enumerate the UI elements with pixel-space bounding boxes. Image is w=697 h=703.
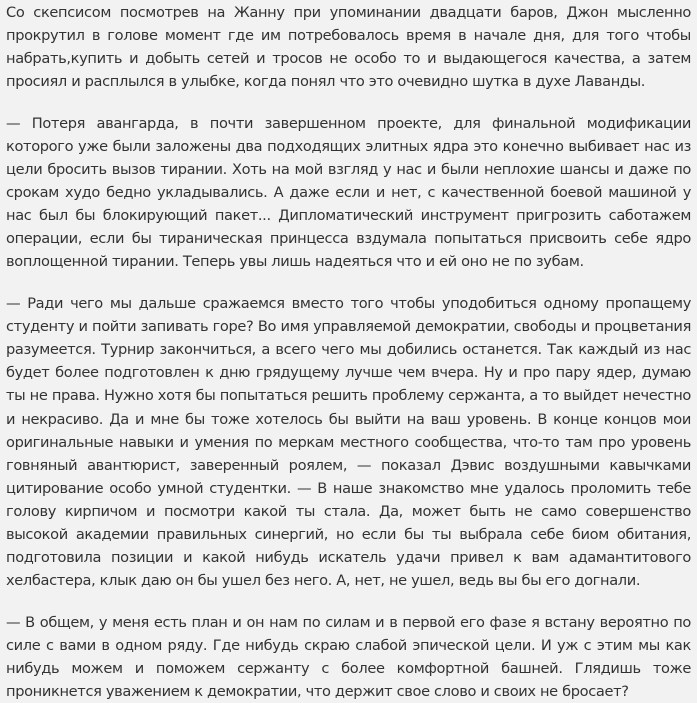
paragraph-the-plan: — В общем, у меня есть план и он нам по силам и в первой его фазе я встану вероятно по силе с вами в одном ряду. Где нибудь скраю слабой эпической цели. И уж с этим мы как нибудь можем и поможем сержанту с более комфортной башней. Глядишь тоже проникнется уважением к демократии, что держит свое слово и своих не бросает? [6,613,691,701]
paragraph-why-we-fight: — Ради чего мы дальше сражаемся вместо того чтобы уподобиться одному пропащему студенту и пойти запивать горе? Во имя управляемой демократии, свободы и процветания разумеется. Турнир закончиться, а всего чего мы добились останется. Так каждый из нас будет более подготовлен к дню грядущему лучше чем вчера. Ну и про пару ядер, думаю ты не права. Нужно хотя бы попытаться решить проблему сержанта, а то выйдет нечестно и некрасиво. Да и мне бы тоже хотелось бы выйти на ваш уровень. В конце концов мои оригинальные навыки и умения по меркам местного сообщества, что-то там про уровень говняный авантюрист, заверенный роялем, — показал Дэвис воздушными кавычками цитирование особо умной студентки. — В наше знакомство мне удалось проломить тебе голову кирпичом и посмотри какой ты стала. Да, может быть не само совершенство высокой академии правильных синергий, но если бы ты выбрала себе биом обитания, подготовила позиции и какой нибудь искатель удачи привел к вам адамантитового хелбастера, клык даю он бы ушел без него. А, нет, не ушел, ведь вы бы его догнали. [6,295,691,590]
paragraph-intro: Со скепсисом посмотрев на Жанну при упоминании двадцати баров, Джон мысленно прокрутил в голове момент где им потребовалось время в начале дня, для того чтобы набрать,купить и добыть сетей и тросов не особо то и выдающегося качества, а затем просиял и расплылся в улыбке, когда понял что это очевидно шутка в духе Лаванды. [6,4,691,91]
paragraph-vanguard-loss: — Потеря авангарда, в почти завершенном проекте, для финальной модификации которого уже были заложены два подходящих элитных ядра это конечно выбивает нас из цели бросить вызов тирании. Хоть на мой взгляд у нас и были неплохие шансы и даже по срокам худо бедно укладывались. А даже если и нет, с качественной боевой машиной у нас был бы блокирующий пакет... Дипломатический инструмент пригрозить саботажем операции, если бы тираническая принцесса вздумала попытаться присвоить себе ядро воплощенной тирании. Теперь увы лишь надеяться что и ей оно не по зубам. [6,114,691,271]
